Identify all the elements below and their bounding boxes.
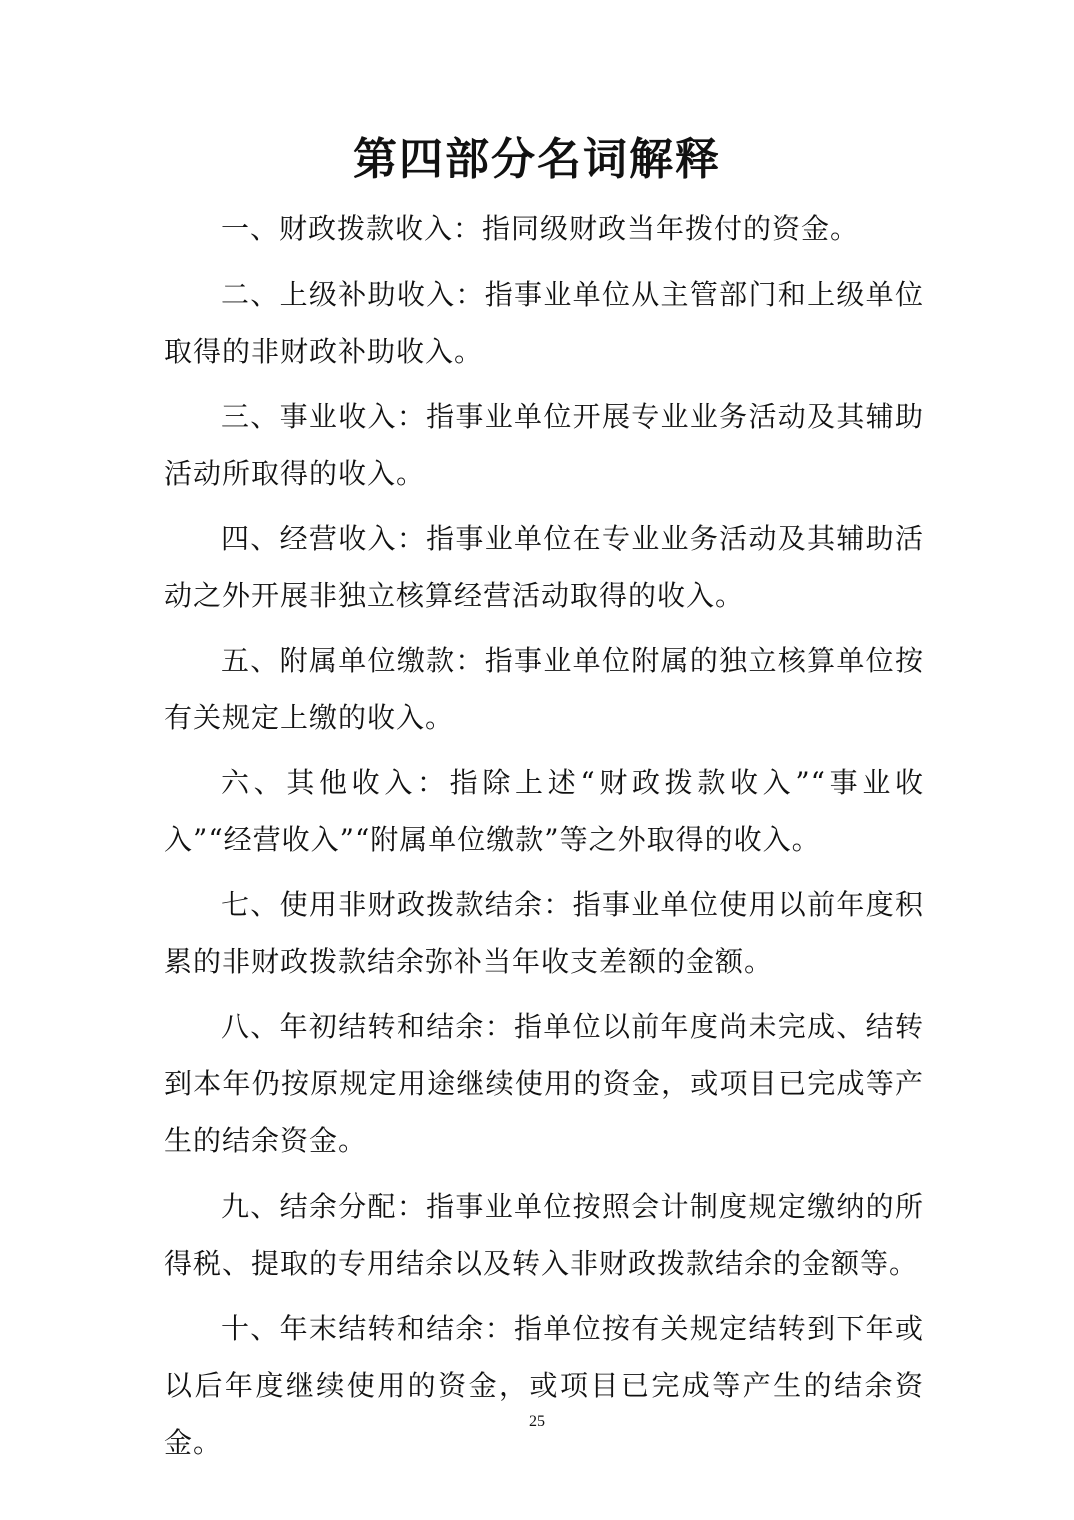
- definition-paragraph: 九、结余分配：指事业单位按照会计制度规定缴纳的所得税、提取的专用结余以及转入非财政拨款结余的金额等。: [164, 1190, 924, 1280]
- definition-paragraph: 七、使用非财政拨款结余：指事业单位使用以前年度积累的非财政拨款结余弥补当年收支差额的金额。: [164, 888, 924, 978]
- definition-paragraph: 二、上级补助收入：指事业单位从主管部门和上级单位取得的非财政补助收入。: [164, 278, 924, 368]
- definition-paragraph: 五、附属单位缴款：指事业单位附属的独立核算单位按有关规定上缴的收入。: [164, 644, 924, 734]
- definition-paragraph: 十、年末结转和结余：指单位按有关规定结转到下年或以后年度继续使用的资金，或项目已完成等产生的结余资金。: [164, 1312, 924, 1459]
- definition-paragraph: 三、事业收入：指事业单位开展专业业务活动及其辅助活动所取得的收入。: [164, 400, 924, 490]
- definition-paragraph: 六、其他收入：指除上述“财政拨款收入”“事业收入”“经营收入”“附属单位缴款”等之外取得的收入。: [164, 766, 924, 856]
- definition-paragraph: 八、年初结转和结余：指单位以前年度尚未完成、结转到本年仍按原规定用途继续使用的资金，或项目已完成等产生的结余资金。: [164, 1010, 924, 1157]
- page-number: 25: [529, 1413, 545, 1430]
- definition-paragraph: 一、财政拨款收入：指同级财政当年拨付的资金。: [221, 212, 860, 245]
- page-title: 第四部分名词解释: [353, 134, 721, 185]
- definition-paragraph: 四、经营收入：指事业单位在专业业务活动及其辅助活动之外开展非独立核算经营活动取得的收入。: [164, 522, 924, 612]
